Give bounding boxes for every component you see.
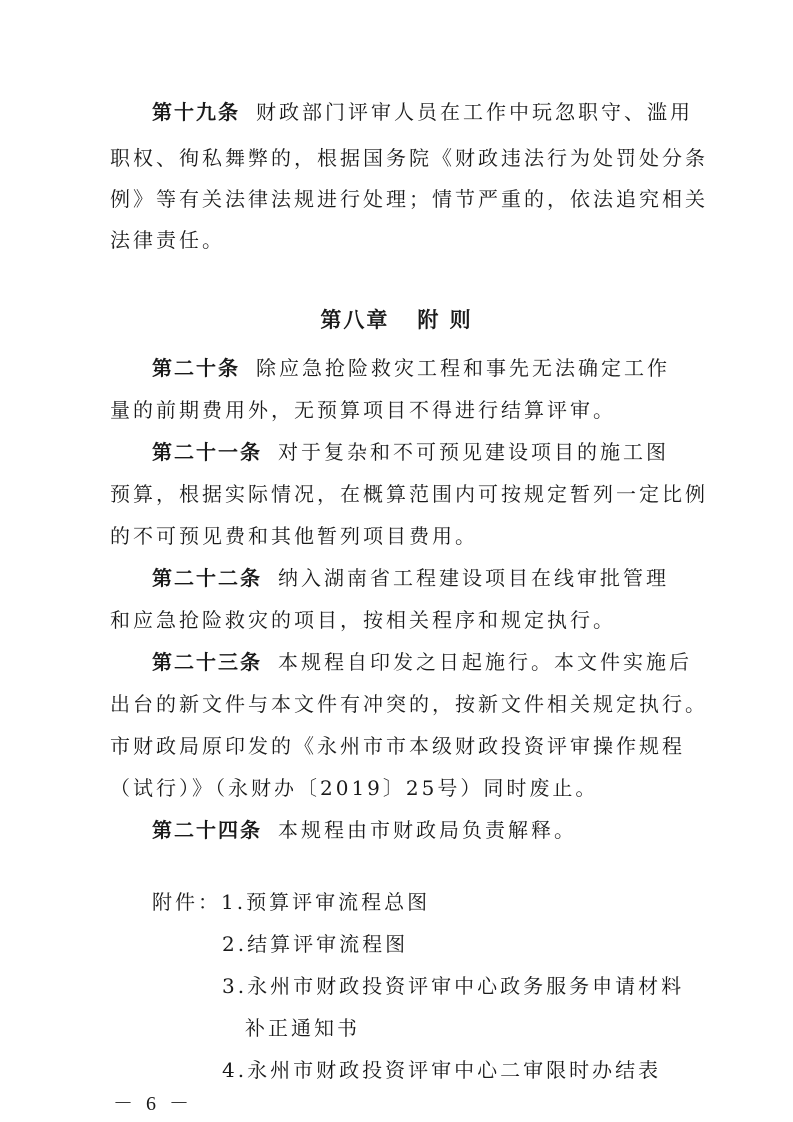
article-24-text-1: 本规程由市财政局负责解释。 (278, 818, 577, 842)
article-23-label: 第二十三条 (152, 650, 262, 674)
article-23-text-4: （试行）》（永财办〔2019〕25号）同时废止。 (110, 776, 599, 800)
chapter-heading (0, 306, 793, 334)
article-19-label: 第十九条 (152, 100, 240, 124)
article-20-first-line (152, 356, 670, 380)
article-22-text-2: 和应急抢险救灾的项目，按相关程序和规定执行。 (110, 608, 616, 632)
article-19-first-line (152, 100, 693, 124)
article-19-text-2: 职权、徇私舞弊的，根据国务院《财政违法行为处罚处分条 (110, 146, 708, 170)
attachments-first-line (152, 890, 430, 914)
article-22-first-line (152, 566, 669, 590)
article-21-label: 第二十一条 (152, 440, 262, 464)
article-19-text-4: 法律责任。 (110, 228, 225, 252)
article-20-text-2: 量的前期费用外，无预算项目不得进行结算评审。 (110, 398, 616, 422)
article-23-first-line (152, 650, 692, 674)
article-20-label: 第二十条 (152, 356, 240, 380)
article-22-label: 第二十二条 (152, 566, 262, 590)
article-21-text-3: 的不可预见费和其他暂列项目费用。 (110, 524, 478, 548)
article-24-label: 第二十四条 (152, 818, 262, 842)
attachment-item-2: 2.结算评审流程图 (222, 932, 409, 956)
article-19-text-1: 财政部门评审人员在工作中玩忽职守、滥用 (256, 100, 693, 124)
attachment-item-3-continued: 补正通知书 (245, 1016, 360, 1040)
attachment-item-3: 3.永州市财政投资评审中心政务服务申请材料 (222, 974, 685, 998)
article-21-text-2: 预算，根据实际情况，在概算范围内可按规定暂列一定比例 (110, 482, 708, 506)
article-24-first-line (152, 818, 577, 842)
attachment-item-1: 1.预算评审流程总图 (221, 890, 431, 914)
article-23-text-1: 本规程自印发之日起施行。本文件实施后 (278, 650, 692, 674)
article-19-text-3: 例》等有关法律法规进行处理；情节严重的，依法追究相关 (110, 187, 708, 211)
article-21-text-1: 对于复杂和不可预见建设项目的施工图 (278, 440, 669, 464)
page-number: － 6 － (113, 1093, 193, 1115)
article-21-first-line (152, 440, 669, 464)
attachment-item-4: 4.永州市财政投资评审中心二审限时办结表 (222, 1058, 662, 1082)
chapter-title: 附 则 (417, 308, 473, 332)
article-22-text-1: 纳入湖南省工程建设项目在线审批管理 (278, 566, 669, 590)
attachments-label: 附件： (152, 890, 221, 914)
article-20-text-1: 除应急抢险救灾工程和事先无法确定工作 (256, 356, 670, 380)
chapter-number: 第八章 (320, 308, 390, 332)
article-23-text-2: 出台的新文件与本文件有冲突的，按新文件相关规定执行。 (110, 692, 708, 716)
article-23-text-3: 市财政局原印发的《永州市市本级财政投资评审操作规程 (110, 734, 685, 758)
